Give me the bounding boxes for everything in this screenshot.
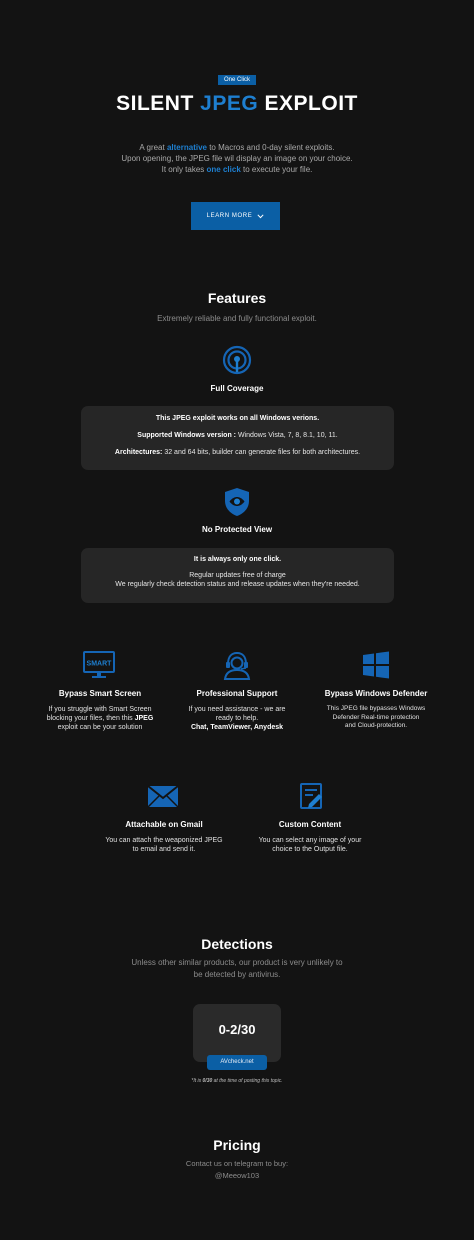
detection-score: 0-2/30 bbox=[218, 1022, 256, 1037]
bypass-windows-defender-text: This JPEG file bypasses Windows Defender Real-time protection and Cloud-protection. bbox=[326, 705, 426, 729]
hero-description: A great alternative to Macros and 0-day silent exploits. Upon opening, the JPEG file wil display an image on your choice. It only takes one click to execute your file. bbox=[121, 143, 353, 174]
broadcast-icon bbox=[222, 345, 252, 375]
full-coverage-title: Full Coverage bbox=[210, 384, 264, 393]
bypass-windows-defender-title: Bypass Windows Defender bbox=[324, 689, 428, 698]
smart-screen-icon bbox=[82, 650, 116, 680]
attachable-gmail-text: You can attach the weaponized JPEG to email and send it. bbox=[105, 837, 223, 853]
envelope-icon bbox=[146, 782, 180, 812]
detection-note: *It is 0/30 at the time of posting this topic. bbox=[191, 1078, 283, 1084]
edit-document-icon bbox=[294, 782, 328, 812]
custom-content-text: You can select any image of your choice to the Output file. bbox=[258, 837, 362, 853]
professional-support-title: Professional Support bbox=[196, 689, 278, 698]
protected-view-card: It is always only one click. Regular updates free of charge We regularly check detection status and release updates when they're needed. bbox=[81, 548, 394, 603]
support-agent-icon bbox=[220, 650, 254, 680]
smart-icon-text: SMART bbox=[86, 660, 112, 668]
chevron-down-icon bbox=[257, 214, 264, 219]
bypass-smart-screen-text: If you struggle with Smart Screen blocking your files, then this JPEG exploit can be your solution bbox=[46, 706, 154, 731]
shield-eye-icon bbox=[222, 487, 252, 517]
bypass-smart-screen-title: Bypass Smart Screen bbox=[58, 689, 142, 698]
no-protected-view-title: No Protected View bbox=[201, 525, 273, 534]
attachable-gmail-title: Attachable on Gmail bbox=[125, 820, 203, 829]
features-subtitle: Extremely reliable and fully functional exploit. bbox=[157, 314, 317, 323]
avcheck-button[interactable]: AVcheck.net bbox=[207, 1055, 267, 1070]
professional-support-text: If you need assistance - we are ready to help. Chat, TeamViewer, Anydesk bbox=[188, 706, 286, 731]
learn-more-button[interactable]: LEARN MORE bbox=[191, 202, 280, 230]
pricing-contact: Contact us on telegram to buy: bbox=[185, 1159, 289, 1168]
coverage-card: This JPEG exploit works on all Windows verions. Supported Windows version : Windows Vista, 7, 8, 8.1, 10, 11. Architectures: 32 and 64 bits, builder can generate files for both architectures. bbox=[81, 406, 394, 470]
detections-subtitle: Unless other similar products, our product is very unlikely to be detected by antivirus. bbox=[131, 958, 343, 979]
telegram-handle[interactable]: @Meeow103 bbox=[214, 1171, 260, 1180]
custom-content-title: Custom Content bbox=[278, 820, 342, 829]
features-title: Features bbox=[207, 290, 267, 306]
one-click-badge: One Click bbox=[218, 75, 256, 85]
pricing-title: Pricing bbox=[213, 1137, 261, 1153]
page-title: SILENT JPEG EXPLOIT bbox=[116, 92, 358, 115]
detections-title: Detections bbox=[201, 936, 273, 952]
windows-logo-icon bbox=[359, 650, 393, 680]
